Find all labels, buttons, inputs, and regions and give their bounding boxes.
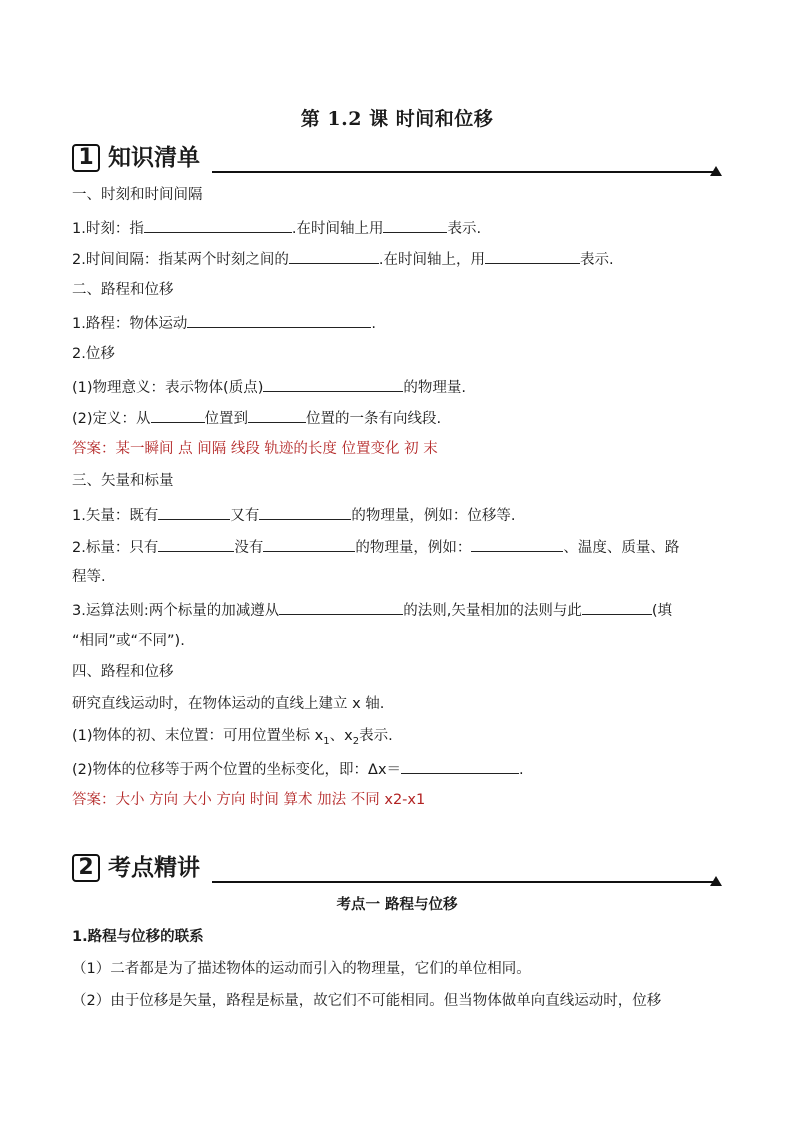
text-segment: .在时间轴上用: [291, 221, 384, 237]
displacement-definition-line: [72, 406, 724, 430]
displacement-subheading: 2.位移: [72, 346, 115, 362]
section-number-badge: 2: [72, 854, 100, 882]
answer-blank[interactable]: [485, 247, 580, 264]
text-segment: (1)物体的初、末位置：可用位置坐标 x: [72, 728, 324, 744]
text-segment: .: [519, 762, 524, 778]
answer-key-2: 答案：大小 方向 大小 方向 时间 算术 加法 不同 x2-x1: [72, 792, 426, 808]
section-banner-knowledge: [72, 142, 722, 174]
text-segment: 的物理量，例如：: [355, 540, 472, 556]
answer-blank[interactable]: [248, 406, 306, 423]
answer-blank[interactable]: [279, 598, 403, 615]
text-segment: 的物理量，例如：位移等.: [351, 508, 516, 524]
text-segment: (1)物理意义：表示物体(质点): [72, 380, 264, 396]
triangle-marker-icon: [710, 876, 722, 886]
text-segment: 2.时间间隔：指某两个时刻之间的: [72, 252, 289, 268]
answer-key-1: 答案：某一瞬间 点 间隔 线段 轨迹的长度 位置变化 初 末: [72, 441, 438, 457]
answer-blank[interactable]: [263, 375, 403, 392]
text-segment: 1.矢量：既有: [72, 508, 159, 524]
answer-blank[interactable]: [151, 406, 205, 423]
text-segment: 、x: [329, 728, 353, 744]
text-segment: .在时间轴上，用: [378, 252, 485, 268]
answer-blank[interactable]: [259, 503, 351, 520]
text-segment: 1.时刻：指: [72, 221, 144, 237]
answer-blank[interactable]: [582, 598, 652, 615]
text-segment: 表示.: [359, 728, 393, 744]
position-coordinate-line: [72, 725, 724, 747]
page-title: 第 1.2 课 时间和位移: [300, 108, 494, 130]
vector-definition-line: [72, 503, 724, 527]
text-segment: 、温度、质量、路: [563, 540, 680, 556]
part3-heading: 三、矢量和标量: [72, 473, 174, 489]
part4-heading: 四、路程和位移: [72, 664, 174, 680]
text-segment: (2)物体的位移等于两个位置的坐标变化，即：Δx＝: [72, 762, 402, 778]
interval-definition-line: [72, 247, 724, 271]
text-segment: 又有: [230, 508, 260, 524]
scalar-definition-line: [72, 535, 724, 559]
text-segment: 位置到: [204, 411, 249, 427]
answer-blank[interactable]: [401, 757, 519, 774]
answer-blank[interactable]: [263, 535, 355, 552]
section-label: 考点精讲: [108, 855, 200, 881]
subscript: 1: [323, 735, 330, 747]
text-segment: 2.标量：只有: [72, 540, 159, 556]
text-segment: 的法则,矢量相加的法则与此: [403, 603, 582, 619]
text-segment: (填: [651, 603, 672, 619]
section-label: 知识清单: [108, 145, 200, 171]
operation-rule-line: [72, 598, 724, 622]
exam-point-paragraph-2: （2）由于位移是矢量，路程是标量，故它们不可能相同。但当物体做单向直线运动时，位移: [72, 993, 662, 1009]
answer-blank[interactable]: [158, 535, 234, 552]
scalar-definition-continued: 程等.: [72, 569, 106, 585]
section-divider: [212, 171, 714, 173]
text-segment: 没有: [234, 540, 264, 556]
answer-blank[interactable]: [289, 247, 379, 264]
exam-point-title: 考点一 路程与位移: [336, 897, 458, 913]
text-segment: 表示.: [447, 221, 482, 237]
text-segment: .: [371, 316, 376, 332]
part1-heading: 一、时刻和时间间隔: [72, 187, 203, 203]
triangle-marker-icon: [710, 166, 722, 176]
subscript: 2: [352, 735, 360, 747]
section-number-badge: 1: [72, 144, 100, 172]
text-segment: 3.运算法则:两个标量的加减遵从: [72, 603, 280, 619]
distance-definition-line: [72, 311, 724, 335]
text-segment: 1.路程：物体运动: [72, 316, 188, 332]
answer-blank[interactable]: [144, 216, 292, 233]
answer-blank[interactable]: [471, 535, 563, 552]
section-banner-exam-points: [72, 852, 722, 884]
text-segment: 表示.: [579, 252, 614, 268]
answer-blank[interactable]: [187, 311, 371, 328]
text-segment: 位置的一条有向线段.: [306, 411, 442, 427]
answer-blank[interactable]: [158, 503, 230, 520]
part2-heading: 二、路程和位移: [72, 282, 174, 298]
displacement-formula-line: [72, 757, 724, 781]
exam-point-heading: 1.路程与位移的联系: [72, 929, 204, 945]
operation-rule-continued: “相同”或“不同”).: [72, 633, 185, 649]
text-segment: (2)定义：从: [72, 411, 151, 427]
displacement-meaning-line: [72, 375, 724, 399]
exam-point-paragraph-1: （1）二者都是为了描述物体的运动而引入的物理量，它们的单位相同。: [72, 961, 531, 977]
x-axis-intro-line: 研究直线运动时，在物体运动的直线上建立 x 轴.: [72, 696, 385, 712]
answer-blank[interactable]: [383, 216, 447, 233]
section-divider: [212, 881, 714, 883]
text-segment: 的物理量.: [403, 380, 466, 396]
moment-definition-line: [72, 216, 724, 240]
